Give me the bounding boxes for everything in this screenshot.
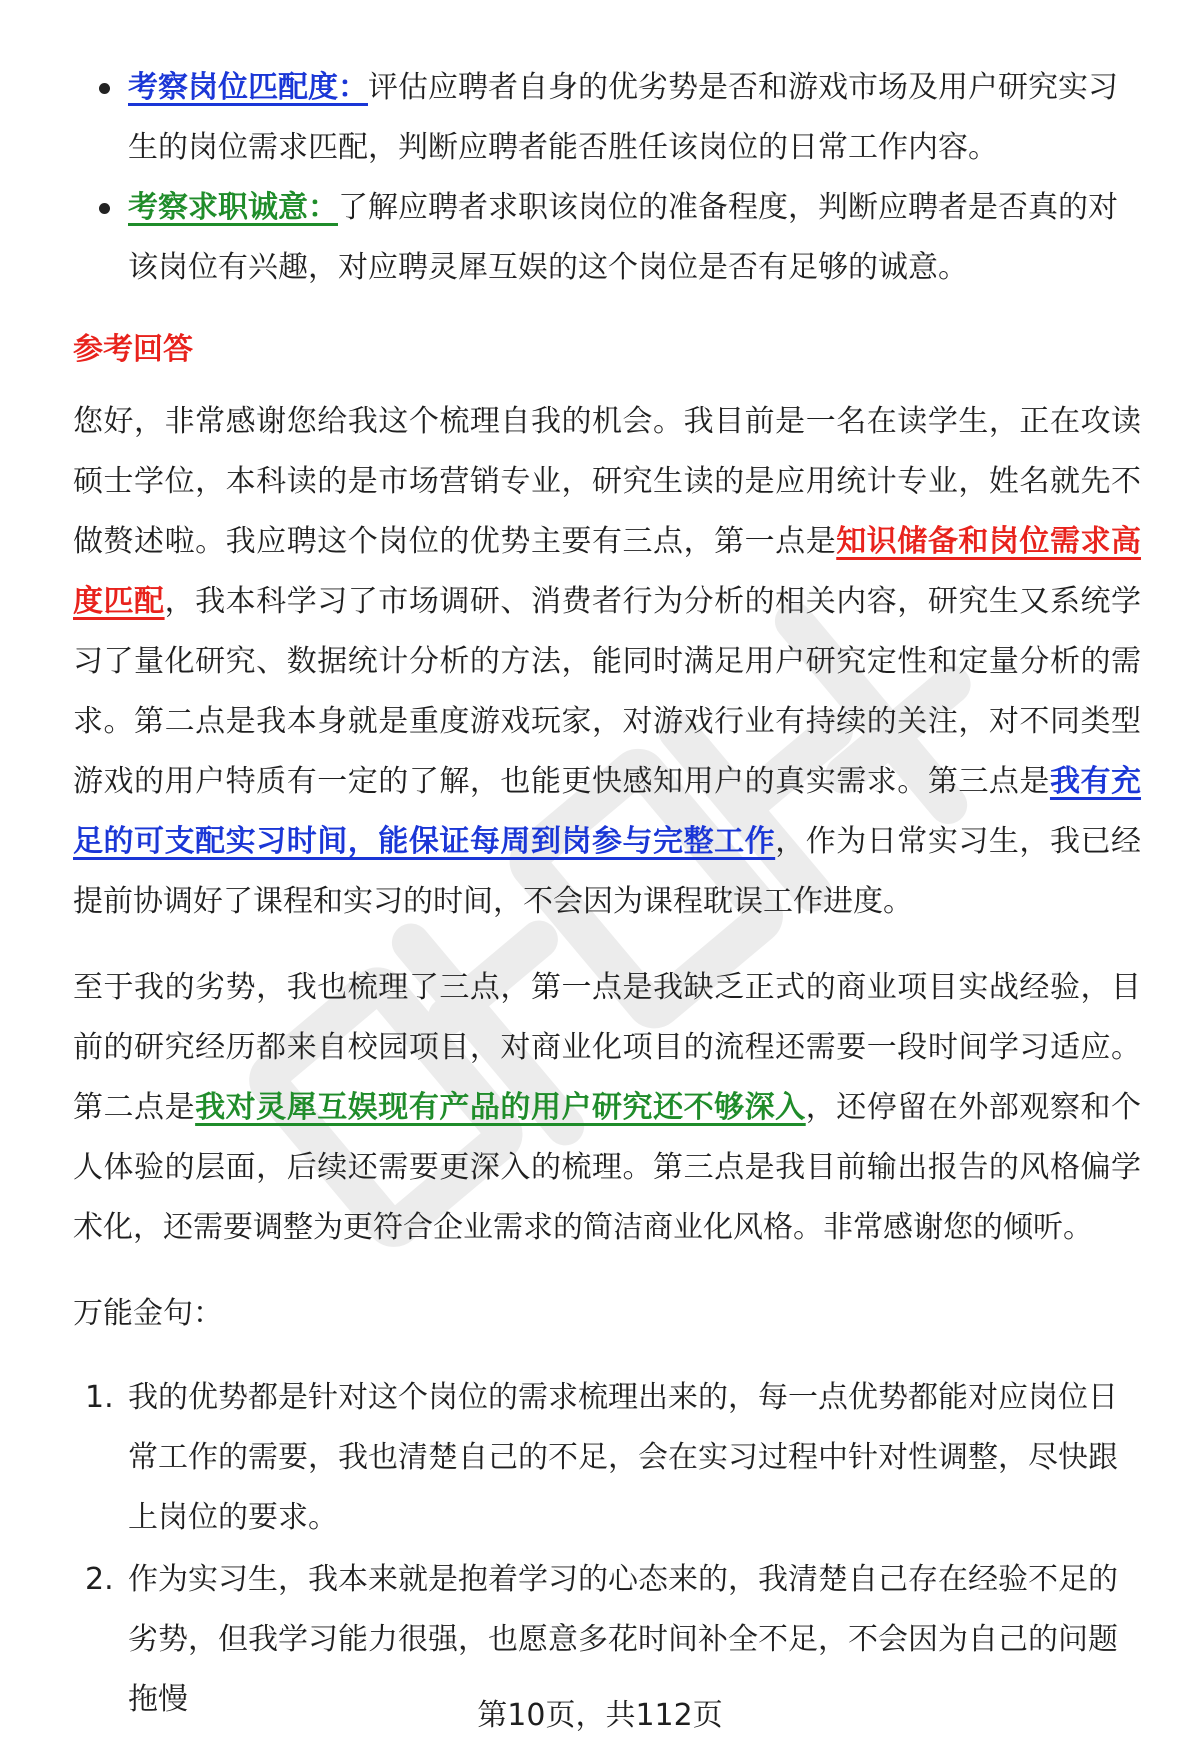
golden-sentences-label: 万能金句： [73, 1296, 223, 1331]
golden-sentence-text: 我的优势都是针对这个岗位的需求梳理出来的，每一点优势都能对应岗位日常工作的需要，我也清楚自己的不足，会在实习过程中针对性调整，尽快跟上岗位的要求。 [128, 1380, 1118, 1535]
page-number-footer: 第10页，共112页 [477, 1698, 723, 1733]
sincerity-text: 了解应聘者求职该岗位的准备程度，判断应聘者是否真的对该岗位有兴趣，对应聘灵犀互娱的这个岗位是否有足够的诚意。 [128, 190, 1118, 285]
paragraph-text: 至于我的劣势，我也梳理了三点，第一点是我缺乏正式的商业项目实战经验，目前的研究经历都来自校园项目，对商业化项目的流程还需要一段时间学习适应。第二点是 [73, 970, 1141, 1125]
section-title: 参考回答 [73, 332, 193, 367]
list-number: 1. [85, 1380, 114, 1415]
position-fit-text: 评估应聘者自身的优劣势是否和游戏市场及用户研究实习生的岗位需求匹配，判断应聘者能否胜任该岗位的日常工作内容。 [128, 70, 1118, 165]
bullet-dot-icon [99, 203, 110, 214]
golden-sentences-list [73, 1368, 1141, 1730]
paragraph-text: ，作为日常实习生，我已经提前协调好了课程和实习的时间，不会因为课程耽误工作进度。 [73, 824, 1142, 919]
highlight-internship-time: 我有充足的可支配实习时间，能保证每周到岗参与完整工作 [73, 764, 1142, 859]
answer-paragraph-strengths [73, 392, 1141, 932]
bullet-item-sincerity [73, 178, 1141, 298]
bullet-item-position-fit [73, 58, 1141, 178]
answer-paragraph-weaknesses [73, 958, 1141, 1258]
position-fit-label: 考察岗位匹配度： [128, 70, 368, 105]
paragraph-text: ，我本科学习了市场调研、消费者行为分析的相关内容，研究生又系统学习了量化研究、数据统计分析的方法，能同时满足用户研究定性和定量分析的需求。第二点是我本身就是重度游戏玩家，对游戏行业有持续的关注，对不同类型游戏的用户特质有一定的了解，也能更快感知用户的真实需求。第三点是 [73, 584, 1142, 799]
evaluation-points-list [73, 58, 1141, 298]
paragraph-text: ，还停留在外部观察和个人体验的层面，后续还需要更深入的梳理。第三点是我目前输出报告的风格偏学术化，还需要调整为更符合企业需求的简洁商业化风格。非常感谢您的倾听。 [73, 1090, 1142, 1245]
list-number: 2. [85, 1562, 114, 1597]
golden-sentence-item [73, 1368, 1141, 1548]
sincerity-label: 考察求职诚意： [128, 190, 338, 225]
bullet-dot-icon [99, 83, 110, 94]
document-body [73, 58, 1141, 1732]
highlight-user-research: 我对灵犀互娱现有产品的用户研究还不够深入 [195, 1090, 806, 1125]
paragraph-text: 您好，非常感谢您给我这个梳理自我的机会。我目前是一名在读学生，正在攻读硕士学位，本科读的是市场营销专业，研究生读的是应用统计专业，姓名就先不做赘述啦。我应聘这个岗位的优势主要有三点，第一点是 [73, 404, 1141, 559]
highlight-knowledge-match: 知识储备和岗位需求高度匹配 [73, 524, 1141, 619]
golden-sentence-text: 作为实习生，我本来就是抱着学习的心态来的，我清楚自己存在经验不足的劣势，但我学习能力很强，也愿意多花时间补全不足，不会因为自己的问题拖慢 [128, 1562, 1118, 1717]
